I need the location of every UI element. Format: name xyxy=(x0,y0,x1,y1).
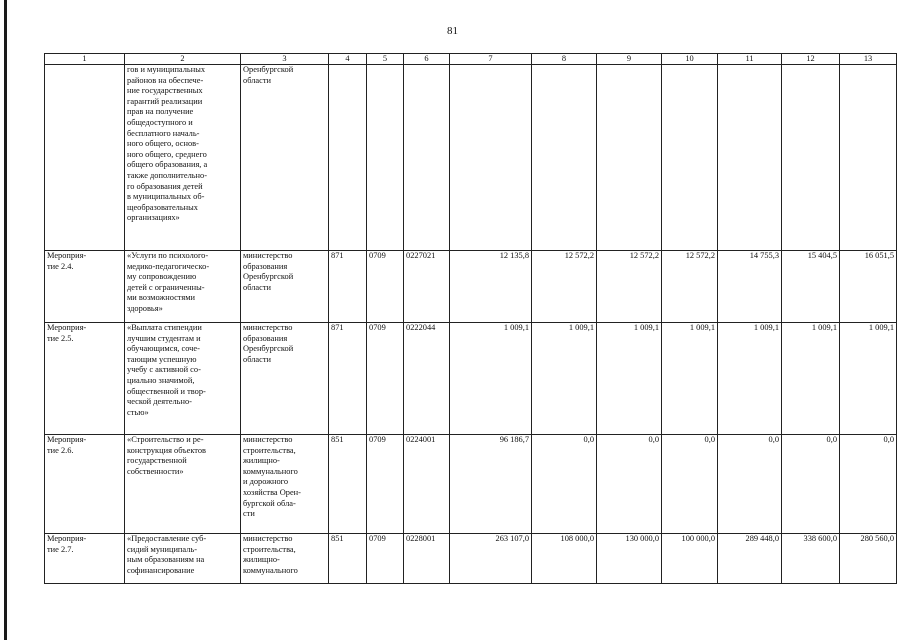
value-cell: 16 051,5 xyxy=(840,251,897,323)
table-row xyxy=(45,65,897,251)
value-cell: 1 009,1 xyxy=(450,323,532,435)
value-cell: 1 009,1 xyxy=(782,323,840,435)
grbs-cell: 851 xyxy=(329,534,367,584)
grbs-cell: 851 xyxy=(329,435,367,534)
value-cell: 96 186,7 xyxy=(450,435,532,534)
description-cell: «Услуги по психолого- медико-педагогическо- му сопровождению детей с ограниченны- ми возможностями здоровья» xyxy=(125,251,241,323)
value-cell: 280 560,0 xyxy=(840,534,897,584)
activity-cell: Мероприя- тие 2.5. xyxy=(45,323,125,435)
activity-cell xyxy=(45,65,125,251)
value-cell: 12 572,2 xyxy=(597,251,662,323)
column-header: 5 xyxy=(367,54,404,65)
table-row xyxy=(45,323,897,435)
rzpr-cell: 0709 xyxy=(367,534,404,584)
csr-cell: 0228001 xyxy=(404,534,450,584)
column-header: 4 xyxy=(329,54,367,65)
column-header: 8 xyxy=(532,54,597,65)
csr-cell xyxy=(404,65,450,251)
description-cell: «Выплата стипендии лучшим студентам и обучающимся, соче- тающим успешную учебу с активной со- циально значимой, общественной и твор- ческой деятельно- стью» xyxy=(125,323,241,435)
value-cell xyxy=(450,65,532,251)
csr-cell: 0222044 xyxy=(404,323,450,435)
value-cell: 0,0 xyxy=(840,435,897,534)
value-cell xyxy=(782,65,840,251)
rzpr-cell: 0709 xyxy=(367,251,404,323)
value-cell xyxy=(532,65,597,251)
csr-cell: 0227021 xyxy=(404,251,450,323)
value-cell: 14 755,3 xyxy=(718,251,782,323)
value-cell: 0,0 xyxy=(597,435,662,534)
value-cell xyxy=(597,65,662,251)
column-header: 1 xyxy=(45,54,125,65)
value-cell: 338 600,0 xyxy=(782,534,840,584)
value-cell: 1 009,1 xyxy=(840,323,897,435)
grbs-cell: 871 xyxy=(329,251,367,323)
grbs-cell xyxy=(329,65,367,251)
value-cell: 0,0 xyxy=(662,435,718,534)
csr-cell: 0224001 xyxy=(404,435,450,534)
value-cell: 108 000,0 xyxy=(532,534,597,584)
budget-table xyxy=(44,53,897,584)
column-number-row xyxy=(45,54,897,65)
column-header: 13 xyxy=(840,54,897,65)
table-row xyxy=(45,534,897,584)
column-header: 2 xyxy=(125,54,241,65)
value-cell: 263 107,0 xyxy=(450,534,532,584)
column-header: 7 xyxy=(450,54,532,65)
table-row xyxy=(45,435,897,534)
value-cell: 12 572,2 xyxy=(662,251,718,323)
value-cell: 0,0 xyxy=(718,435,782,534)
grbs-cell: 871 xyxy=(329,323,367,435)
value-cell: 12 135,8 xyxy=(450,251,532,323)
executor-cell: министерство образования Оренбургской области xyxy=(241,251,329,323)
value-cell: 0,0 xyxy=(532,435,597,534)
page-edge-bar xyxy=(4,0,7,640)
column-header: 11 xyxy=(718,54,782,65)
activity-cell: Мероприя- тие 2.7. xyxy=(45,534,125,584)
value-cell: 130 000,0 xyxy=(597,534,662,584)
rzpr-cell xyxy=(367,65,404,251)
executor-cell: министерство строительства, жилищно- коммунального xyxy=(241,534,329,584)
activity-cell: Мероприя- тие 2.4. xyxy=(45,251,125,323)
executor-cell: Оренбургской области xyxy=(241,65,329,251)
value-cell: 1 009,1 xyxy=(597,323,662,435)
rzpr-cell: 0709 xyxy=(367,323,404,435)
column-header: 9 xyxy=(597,54,662,65)
column-header: 10 xyxy=(662,54,718,65)
value-cell: 15 404,5 xyxy=(782,251,840,323)
column-header: 6 xyxy=(404,54,450,65)
activity-cell: Мероприя- тие 2.6. xyxy=(45,435,125,534)
value-cell: 12 572,2 xyxy=(532,251,597,323)
description-cell: гов и муниципальных районов на обеспече- ние государственных гарантий реализации прав на получение общедоступного и бесплатного началь- ного общего, основ- ного общего, среднего общего образования, а также дополнительно- го образования детей в муниципальных об- щеобразовательных организациях» xyxy=(125,65,241,251)
executor-cell: министерство строительства, жилищно- коммунального и дорожного хозяйства Орен- бургской обла- сти xyxy=(241,435,329,534)
rzpr-cell: 0709 xyxy=(367,435,404,534)
column-header: 3 xyxy=(241,54,329,65)
description-cell: «Строительство и ре- конструкция объектов государственной собственности» xyxy=(125,435,241,534)
value-cell xyxy=(662,65,718,251)
value-cell: 289 448,0 xyxy=(718,534,782,584)
value-cell: 1 009,1 xyxy=(718,323,782,435)
value-cell xyxy=(718,65,782,251)
value-cell: 100 000,0 xyxy=(662,534,718,584)
column-header: 12 xyxy=(782,54,840,65)
value-cell: 0,0 xyxy=(782,435,840,534)
description-cell: «Предоставление суб- сидий муниципаль- ным образованиям на софинансирование xyxy=(125,534,241,584)
value-cell xyxy=(840,65,897,251)
table-row xyxy=(45,251,897,323)
value-cell: 1 009,1 xyxy=(532,323,597,435)
page-number: 81 xyxy=(447,25,458,37)
executor-cell: министерство образования Оренбургской области xyxy=(241,323,329,435)
value-cell: 1 009,1 xyxy=(662,323,718,435)
